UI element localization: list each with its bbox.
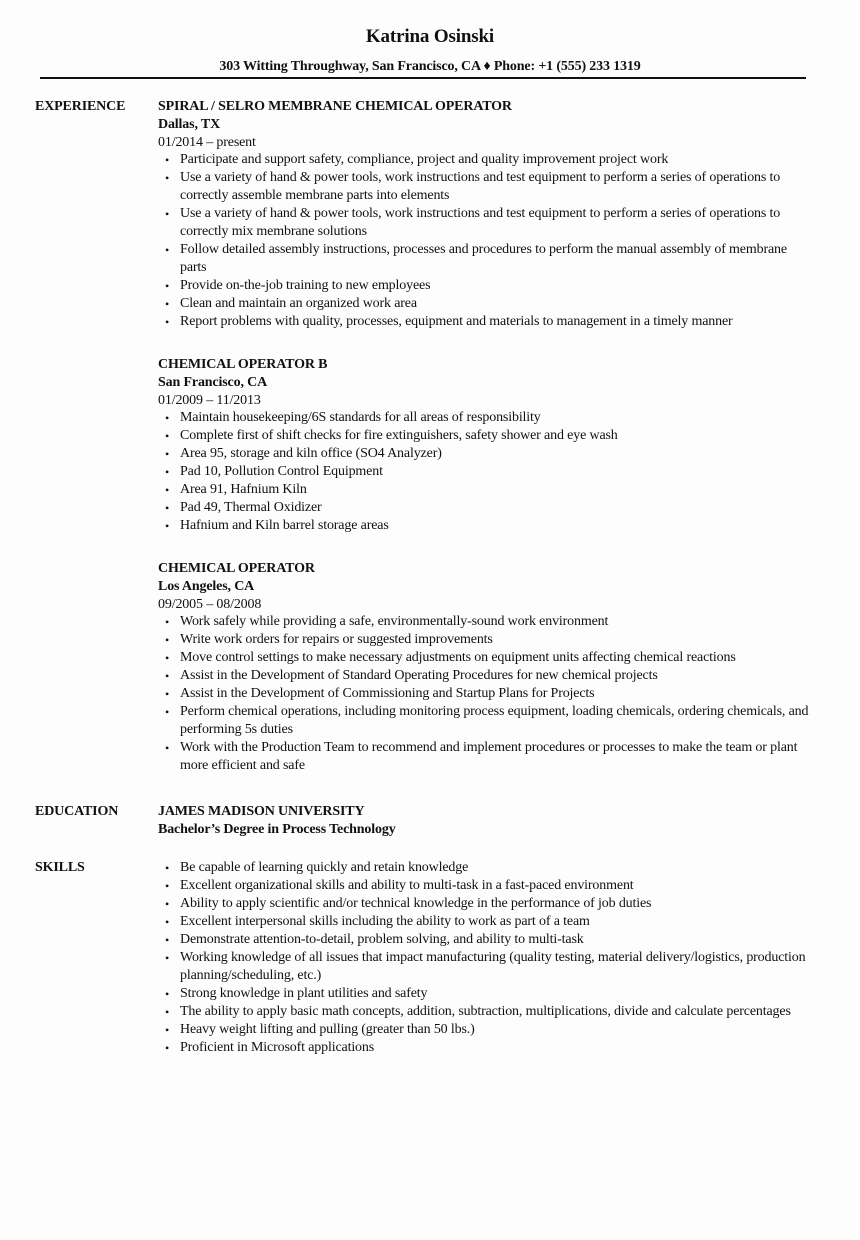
job-entry [158, 560, 815, 775]
job-dates: 01/2014 – present [158, 135, 256, 150]
job-bullets [158, 151, 815, 331]
job-location: Los Angeles, CA [158, 579, 255, 594]
list-item: • Participate and support safety, compliance, project and quality improvement project work [180, 151, 815, 169]
experience-section [35, 98, 815, 800]
list-item: • Ability to apply scientific and/or technical knowledge in the performance of job duties [180, 895, 815, 913]
list-item: • Pad 10, Pollution Control Equipment [180, 463, 815, 481]
list-item: • Use a variety of hand & power tools, work instructions and test equipment to perform a series of operations to correctly mix membrane solutions [180, 205, 815, 241]
job-dates: 01/2009 – 11/2013 [158, 393, 261, 408]
job-title: SPIRAL / SELRO MEMBRANE CHEMICAL OPERATOR [158, 99, 512, 114]
education-section [35, 803, 815, 839]
list-item: • Work with the Production Team to recommend and implement procedures or processes to make the team or plant more efficient and safe [180, 739, 815, 775]
section-label: SKILLS [35, 860, 85, 875]
skills-list [158, 859, 815, 1057]
job-entry [158, 356, 815, 535]
list-item: • Maintain housekeeping/6S standards for all areas of responsibility [180, 409, 815, 427]
header-divider [40, 77, 806, 79]
section-label: EXPERIENCE [35, 99, 126, 114]
job-title: CHEMICAL OPERATOR [158, 561, 315, 576]
job-title: CHEMICAL OPERATOR B [158, 357, 328, 372]
list-item: • Heavy weight lifting and pulling (greater than 50 lbs.) [180, 1021, 815, 1039]
job-location: Dallas, TX [158, 117, 221, 132]
list-item: • Proficient in Microsoft applications [180, 1039, 815, 1057]
list-item: • Working knowledge of all issues that impact manufacturing (quality testing, material delivery/logistics, production planning/scheduling, etc.) [180, 949, 815, 985]
job-dates: 09/2005 – 08/2008 [158, 597, 262, 612]
list-item: • Assist in the Development of Standard Operating Procedures for new chemical projects [180, 667, 815, 685]
list-item: • Write work orders for repairs or suggested improvements [180, 631, 815, 649]
list-item: • Assist in the Development of Commissioning and Startup Plans for Projects [180, 685, 815, 703]
job-bullets [158, 613, 815, 775]
list-item: • Demonstrate attention-to-detail, problem solving, and ability to multi-task [180, 931, 815, 949]
list-item: • Excellent interpersonal skills including the ability to work as part of a team [180, 913, 815, 931]
candidate-name: Katrina Osinski [365, 26, 495, 47]
school-name: JAMES MADISON UNIVERSITY [158, 804, 365, 819]
list-item: • Area 95, storage and kiln office (SO4 Analyzer) [180, 445, 815, 463]
job-bullets [158, 409, 815, 535]
contact-info: 303 Witting Throughway, San Francisco, CA ♦ Phone: +1 (555) 233 1319 [219, 59, 641, 74]
jobs-list [158, 98, 815, 800]
list-item: • Area 91, Hafnium Kiln [180, 481, 815, 499]
list-item: • Be capable of learning quickly and retain knowledge [180, 859, 815, 877]
list-item: • Hafnium and Kiln barrel storage areas [180, 517, 815, 535]
skills-section [35, 859, 815, 1057]
list-item: • Move control settings to make necessary adjustments on equipment units affecting chemical reactions [180, 649, 815, 667]
list-item: • Strong knowledge in plant utilities and safety [180, 985, 815, 1003]
list-item: • Clean and maintain an organized work area [180, 295, 815, 313]
degree: Bachelor’s Degree in Process Technology [158, 822, 396, 837]
job-location: San Francisco, CA [158, 375, 268, 390]
list-item: • Follow detailed assembly instructions, processes and procedures to perform the manual assembly of membrane parts [180, 241, 815, 277]
list-item: • Pad 49, Thermal Oxidizer [180, 499, 815, 517]
section-label: EDUCATION [35, 804, 119, 819]
list-item: • Report problems with quality, processes, equipment and materials to management in a timely manner [180, 313, 815, 331]
resume-content [35, 98, 815, 1057]
job-entry [158, 98, 815, 331]
list-item: • Excellent organizational skills and ability to multi-task in a fast-paced environment [180, 877, 815, 895]
list-item: • Perform chemical operations, including monitoring process equipment, loading chemicals, ordering chemicals, and performing 5s duties [180, 703, 815, 739]
list-item: • Complete first of shift checks for fire extinguishers, safety shower and eye wash [180, 427, 815, 445]
list-item: • Use a variety of hand & power tools, work instructions and test equipment to perform a series of operations to correctly assemble membrane parts into elements [180, 169, 815, 205]
list-item: • Provide on-the-job training to new employees [180, 277, 815, 295]
list-item: • The ability to apply basic math concepts, addition, subtraction, multiplications, divide and calculate percentages [180, 1003, 815, 1021]
list-item: • Work safely while providing a safe, environmentally-sound work environment [180, 613, 815, 631]
